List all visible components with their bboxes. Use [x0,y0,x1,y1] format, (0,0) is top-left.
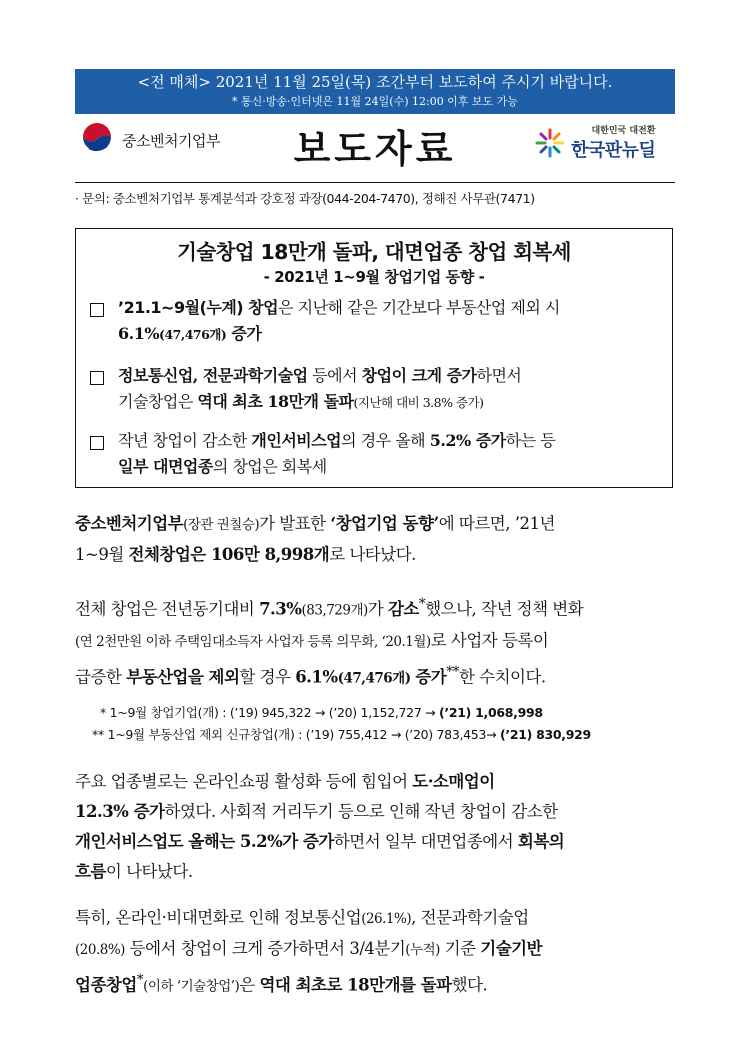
paragraph-2 [75,589,675,693]
bullet-2-mid: 등에서 [307,366,362,385]
bullet-3-bold-2: 5.2% 증가 [429,431,506,450]
p4-industry-startup: 업종창업 [75,975,137,995]
embargo-banner [75,69,675,114]
bullet-3-bold-1: 개인서비스업 [251,431,342,450]
bullet-1-text: 은 지난해 같은 기간보다 부동산업 제외 시 [278,298,560,317]
new-deal-name: 한국판뉴딜 [571,140,656,161]
footnote-1-text: * 1~9월 창업기업(개) : (’19) 945,322 → (’20) 1,152,727 → [100,705,439,720]
p2-text: 한 수치이다. [458,667,546,686]
p2-decrease-percent: 7.3% [259,599,302,619]
new-deal-burst-icon [535,128,565,158]
bullet-2-bold-2: 창업이 크게 증가 [361,366,477,385]
p4-science-rate: (20.8%) [75,942,125,958]
p4-text: 등에서 창업이 크게 증가하면서 3/4분기 [124,939,406,958]
p1-text: 로 나타났다. [329,545,416,564]
bullet-1-bold: ’21.1~9월(누계) 창업 [118,298,279,317]
p1-text: 1~9월 [75,545,129,564]
checkbox-square-icon [90,436,104,450]
paragraph-3 [75,767,675,887]
bullet-2-line2-bold: 역대 최초 18만개 돌파 [197,392,354,411]
paragraph-1 [75,509,675,570]
p4-tech-based: 기술기반 [480,939,543,958]
bullet-1-count: (47,476개) [159,327,227,342]
footnotes [92,702,680,746]
p2-footnote-mark: ** [446,663,459,680]
p3-text: 주요 업종별로는 온라인쇼핑 활성화 등에 힘입어 [75,772,413,791]
header-divider [75,182,675,183]
p4-text: 했다. [451,975,488,995]
footnote-1 [100,702,680,724]
footnote-2-value: (’21) 830,929 [499,727,591,742]
p3-retail: 도·소매업이 [412,772,495,791]
bullet-2-bold-1: 정보통신업, 전문과학기술업 [118,366,308,385]
p3-recovery: 회복의 [517,832,565,851]
p1-text: 가 발표한 [259,514,331,533]
p4-record: 역대 최초로 18만개를 돌파 [259,975,452,995]
p1-minister: (장관 권칠승) [183,517,260,533]
bullet-3-mid: 의 경우 올해 [341,431,430,450]
bullet-3-line2-rest: 의 창업은 회복세 [212,457,327,476]
bullet-2-note: (지난해 대비 3.8% 증가) [353,395,484,410]
headline: 기술창업 18만개 돌파, 대면업종 창업 회복세 [177,240,571,264]
p2-increase-count: (47,476개) [337,670,411,686]
summary-bullet-1 [90,295,660,348]
checkbox-square-icon [90,303,104,317]
bullet-3-rest: 하는 등 [505,431,556,450]
taegeuk-emblem-icon [80,123,114,157]
summary-bullet-2 [90,363,660,416]
bullet-2-rest: 하면서 [476,366,522,385]
ministry-name: 중소벤처기업부 [122,131,220,150]
subheadline: - 2021년 1~9월 창업기업 동향 - [263,268,485,286]
bullet-1-increase: 증가 [226,324,262,343]
p4-cumulative: (누적) [405,942,440,958]
p2-excluding-realestate: 부동산업을 제외 [126,667,240,686]
footnote-1-value: (’21) 1,068,998 [439,705,543,720]
p1-report-name: ‘창업기업 동향’ [330,514,439,533]
korean-new-deal-logo [535,123,655,162]
summary-bullet-3 [90,428,660,480]
p3-text: 이 나타났다. [105,862,193,881]
p2-text: 로 사업자 등록이 [430,630,549,650]
p2-increase-percent: 6.1% [295,667,338,686]
p4-text: 은 [239,975,260,995]
p1-text: 에 따르면, ’21년 [438,514,555,533]
p3-text: 하면서 일부 대면업종에서 [333,832,518,851]
p1-total-startups: 전체창업은 106만 8,998개 [128,545,330,564]
bullet-3-pre: 작년 창업이 감소한 [118,431,252,450]
p2-policy-note: (연 2천만원 이하 주택임대소득자 사업자 등록 의무화, ‘20.1월) [75,633,431,650]
contact-info: · 문의: 중소벤처기업부 통계분석과 강호정 과장(044-204-7470), 정해진 사무관(7471) [75,191,535,206]
footnote-2-text: ** 1~9월 부동산업 제외 신규창업(개) : (’19) 755,412 → (’20) 783,453→ [92,727,500,742]
p2-text: 급증한 [75,667,127,686]
checkbox-square-icon [90,371,104,385]
p4-ict-rate: (26.1%) [361,911,412,927]
p4-text: 기준 [439,939,481,958]
p4-footnote-mark: * [136,972,144,988]
embargo-line-1: <전 매체> 2021년 11월 25일(목) 조간부터 보도하여 주시기 바랍니다. [137,73,613,91]
p2-text: 가 [367,599,388,619]
p3-text: 하였다. 사회적 거리두기 등으로 인해 작년 창업이 감소한 [164,802,558,821]
embargo-line-2: * 통신·방송·인터넷은 11월 24일(수) 12:00 이후 보도 가능 [232,95,518,108]
document-type-title: 보도자료 [293,126,457,171]
p2-text: 했으나, 작년 정책 변화 [425,599,584,619]
summary-box [75,228,673,488]
p2-text: 할 경우 [239,667,296,686]
bullet-1-percent: 6.1% [118,324,160,343]
new-deal-tagline: 대한민국 대전환 [591,126,656,136]
p2-footnote-mark: * [418,596,426,612]
p4-abbrev-note: (이하 ‘기술창업’) [143,978,240,995]
paragraph-4 [75,903,675,1002]
p2-increase: 증가 [415,667,447,686]
p2-decrease: 감소 [387,599,419,619]
bullet-3-line2-bold: 일부 대면업종 [118,457,213,476]
p1-ministry: 중소벤처기업부 [75,514,184,533]
p3-retail-increase: 12.3% 증가 [75,802,165,821]
p2-decrease-count: (83,729개) [301,602,368,619]
p4-text: , 전문과학기술업 [411,908,529,927]
bullet-2-line2-pre: 기술창업은 [118,392,198,411]
p4-text: 특히, 온라인·비대면화로 인해 정보통신업 [75,908,362,927]
p2-text: 전체 창업은 전년동기대비 [75,599,260,619]
p3-trend: 흐름 [75,862,106,881]
p3-personal-services: 개인서비스업도 올해는 5.2%가 증가 [75,832,334,851]
ministry-logo [80,123,220,157]
footnote-2 [92,724,680,746]
